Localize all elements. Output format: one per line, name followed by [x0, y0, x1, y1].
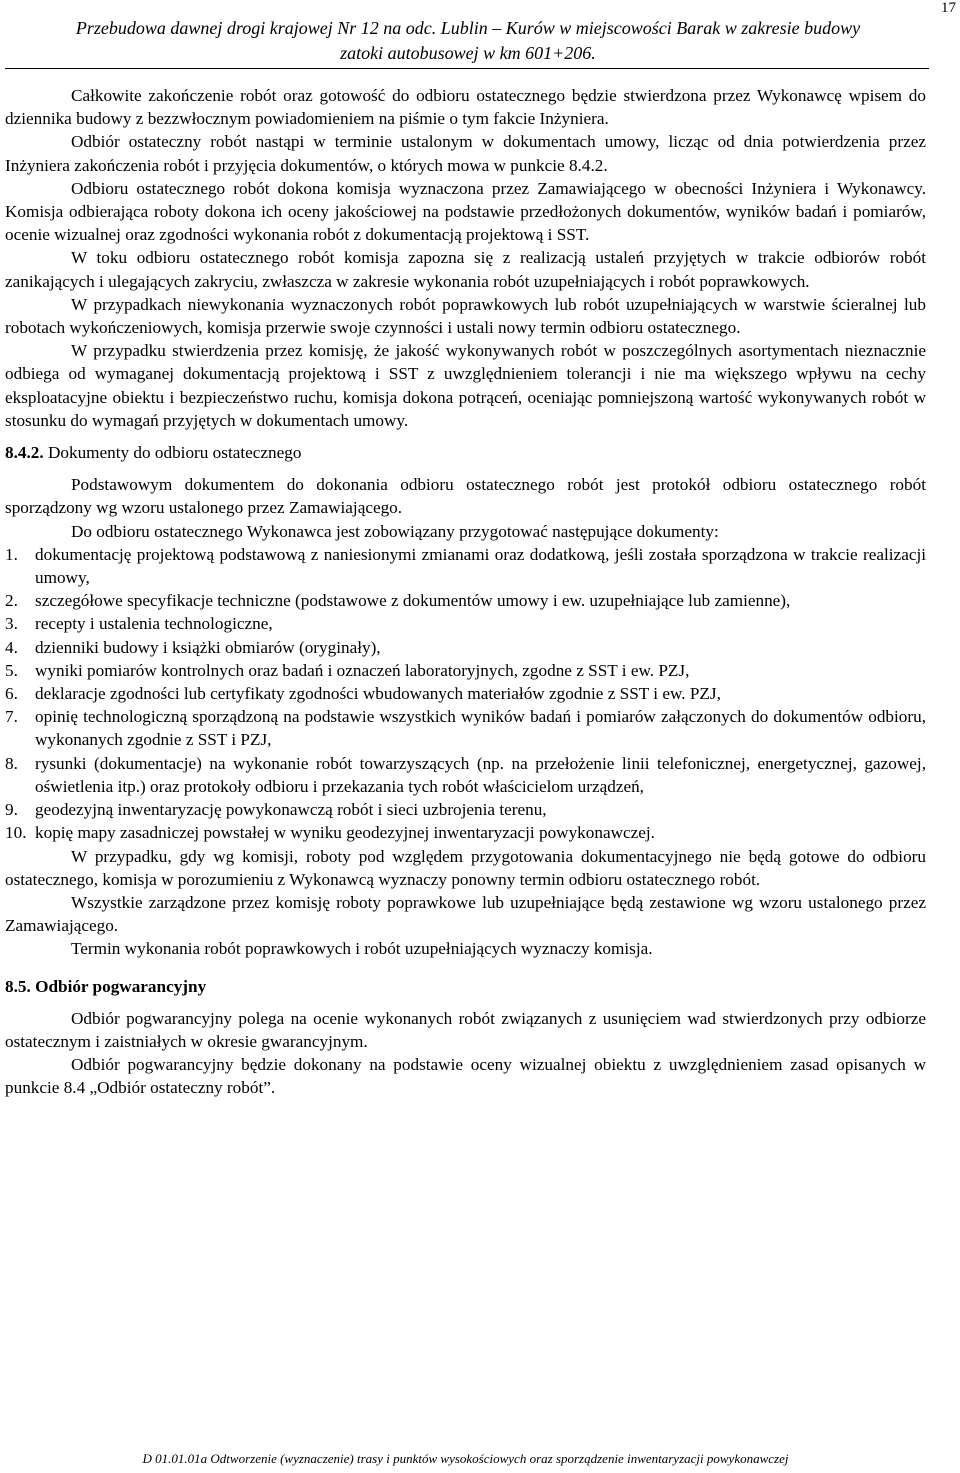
paragraph: Do odbioru ostatecznego Wykonawca jest zobowiązany przygotować następujące dokumenty:: [71, 521, 719, 541]
section-number: 8.4.2.: [5, 443, 44, 463]
list-number: 3.: [5, 614, 18, 634]
section-title: Dokumenty do odbioru ostatecznego: [47, 443, 302, 463]
paragraph: Odbiór pogwarancyjny będzie dokonany na podstawie oceny wizualnej obiektu z uwzględnieniem zasad opisanych w punkcie 8.4 „Odbiór ostateczny robót”.: [5, 1055, 926, 1098]
list-item: [5, 543, 926, 589]
list-number: 9.: [5, 800, 18, 820]
list-number: 4.: [5, 637, 18, 657]
list-text: kopię mapy zasadniczej powstałej w wyniku geodezyjnej inwentaryzacji powykonawczej.: [35, 823, 655, 843]
list-item: [5, 752, 926, 798]
list-item: [5, 589, 926, 612]
list-number: 10.: [5, 823, 27, 843]
header-rule: [5, 68, 929, 69]
section-heading-85: [5, 975, 926, 998]
list-text: deklaracje zgodności lub certyfikaty zgodności wbudowanych materiałów zgodnie z SST i ew. PZJ,: [35, 684, 721, 704]
list-text: geodezyjną inwentaryzację powykonawczą robót i sieci uzbrojenia terenu,: [35, 800, 547, 820]
paragraph: Odbiór ostateczny robót nastąpi w terminie ustalonym w dokumentach umowy, licząc od dnia potwierdzenia przez Inżyniera zakończenia robót i przyjęcia dokumentów, o których mowa w punkcie 8.4.2.: [5, 132, 926, 175]
paragraph: Odbioru ostatecznego robót dokona komisja wyznaczona przez Zamawiającego w obecności Inżyniera i Wykonawcy. Komisja odbierająca roboty dokona ich oceny jakościowej na podstawie przedłożonych dokumentów, wyników badań i pomiarów, ocenie wizualnej oraz zgodności wykonania robót z dokumentacją projektową i SST.: [5, 178, 926, 245]
list-item: [5, 798, 926, 821]
list-number: 1.: [5, 544, 18, 564]
list-number: 6.: [5, 684, 18, 704]
list-number: 5.: [5, 660, 18, 680]
list-text: wyniki pomiarów kontrolnych oraz badań i oznaczeń laboratoryjnych, zgodne z SST i ew. PZJ,: [35, 660, 690, 680]
list-text: rysunki (dokumentacje) na wykonanie robót towarzyszących (np. na przełożenie linii telefonicznej, energetycznej, gazowej, oświetlenia itp.) oraz protokoły odbioru i przekazania tych robót właścicielom urządzeń,: [35, 753, 926, 796]
paragraph: Odbiór pogwarancyjny polega na ocenie wykonanych robót związanych z usunięciem wad stwierdzonych przy odbiorze ostatecznym i zaistniałych w okresie gwarancyjnym.: [5, 1008, 926, 1051]
list-item: [5, 612, 926, 635]
documents-list: [5, 543, 926, 845]
list-item: [5, 682, 926, 705]
list-item: [5, 659, 926, 682]
list-number: 8.: [5, 753, 18, 773]
section-heading-842: [5, 441, 926, 464]
list-text: recepty i ustalenia technologiczne,: [35, 614, 273, 634]
list-item: [5, 705, 926, 751]
page-number: 17: [941, 0, 956, 16]
list-number: 2.: [5, 591, 18, 611]
paragraph: W przypadkach niewykonania wyznaczonych robót poprawkowych lub robót uzupełniających w warstwie ścieralnej lub robotach wykończeniowych, komisja przerwie swoje czynności i ustali nowy termin odbioru ostatecznego.: [5, 294, 926, 338]
paragraph: W toku odbioru ostatecznego robót komisja zapozna się z realizacją ustaleń przyjętych w trakcie odbiorów robót zanikających i ulegających zakryciu, zwłaszcza w zakresie wykonania robót uzupełniających i robót poprawkowych.: [5, 248, 926, 291]
paragraph: W przypadku stwierdzenia przez komisję, że jakość wykonywanych robót w poszczególnych asortymentach nieznacznie odbiega od wymaganej dokumentacją projektową i SST z uwzględnieniem tolerancji i nie ma większego wpływu na cechy eksploatacyjne obiektu i bezpieczeństwo ruchu, komisja dokona potrąceń, oceniając pomniejszoną wartość wykonywanych robót w stosunku do wymagań przyjętych w dokumentach umowy.: [5, 341, 926, 430]
list-text: dzienniki budowy i książki obmiarów (oryginały),: [35, 637, 381, 657]
paragraph: W przypadku, gdy wg komisji, roboty pod względem przygotowania dokumentacyjnego nie będą gotowe do odbioru ostatecznego, komisja w porozumieniu z Wykonawcą wyznaczy ponowny termin odbioru ostatecznego robót.: [5, 846, 926, 889]
list-text: dokumentację projektową podstawową z naniesionymi zmianami oraz dodatkową, jeśli została sporządzona w trakcie realizacji umowy,: [35, 544, 926, 588]
document-body: [5, 84, 926, 1100]
list-number: 7.: [5, 707, 18, 727]
list-text: opinię technologiczną sporządzoną na podstawie wszystkich wyników badań i pomiarów załączonych do dokumentów odbioru, wykonanych zgodnie z SST i PZJ,: [35, 707, 926, 750]
header-line-2: zatoki autobusowej w km 601+206.: [340, 43, 596, 63]
section-title: 8.5. Odbiór pogwarancyjny: [5, 976, 207, 996]
paragraph: Wszystkie zarządzone przez komisję roboty poprawkowe lub uzupełniające będą zestawione wg wzoru ustalonego przez Zamawiającego.: [5, 892, 926, 936]
running-footer: D 01.01.01a Odtworzenie (wyznaczenie) trasy i punktów wysokościowych oraz sporządzenie inwentaryzacji powykonawczej: [142, 1451, 789, 1466]
running-header: [8, 16, 928, 66]
list-item: [5, 821, 926, 844]
paragraph: Podstawowym dokumentem do dokonania odbioru ostatecznego robót jest protokół odbioru ostatecznego robót sporządzony wg wzoru ustalonego przez Zamawiającego.: [5, 475, 926, 518]
list-item: [5, 636, 926, 659]
paragraph: Całkowite zakończenie robót oraz gotowość do odbioru ostatecznego będzie stwierdzona przez Wykonawcę wpisem do dziennika budowy z bezzwłocznym powiadomieniem na piśmie o tym fakcie Inżyniera.: [5, 86, 926, 129]
list-text: szczegółowe specyfikacje techniczne (podstawowe z dokumentów umowy i ew. uzupełniające lub zamienne),: [35, 591, 791, 611]
paragraph: Termin wykonania robót poprawkowych i robót uzupełniających wyznaczy komisja.: [71, 939, 653, 959]
header-line-1: Przebudowa dawnej drogi krajowej Nr 12 na odc. Lublin – Kurów w miejscowości Barak w zakresie budowy: [75, 18, 861, 38]
